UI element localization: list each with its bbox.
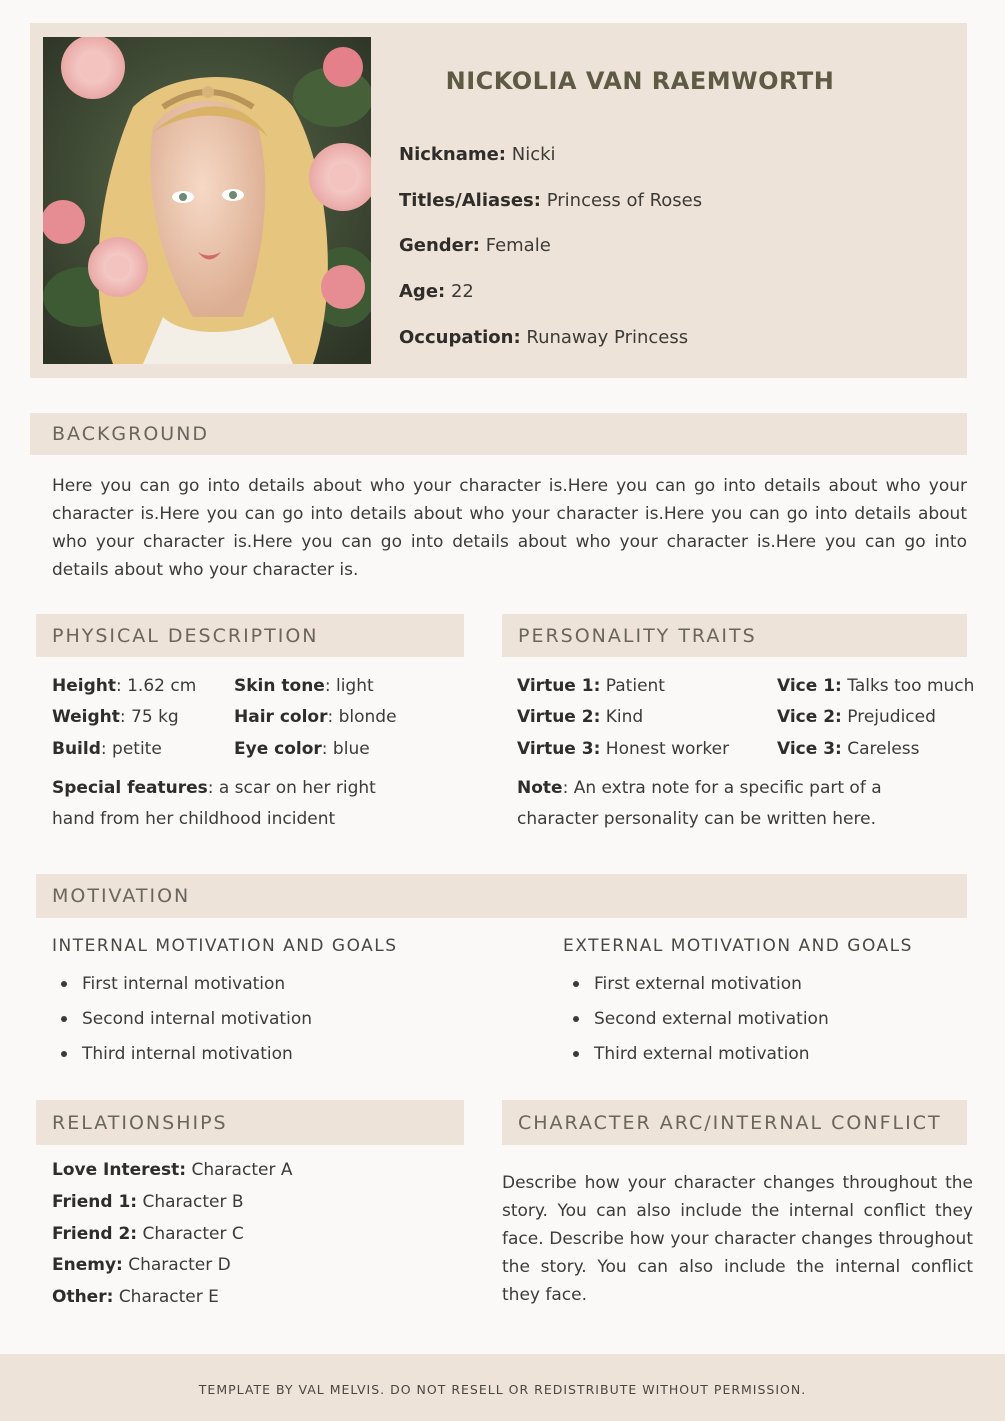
height-field	[52, 676, 196, 696]
bullet-dot-icon	[61, 981, 67, 987]
list-item	[82, 974, 285, 994]
background-heading-band	[30, 413, 967, 455]
vice-1-label: Vice 1:	[777, 676, 842, 696]
relationship-5-label: Other:	[52, 1287, 114, 1307]
vice-1-value: Talks too much	[847, 676, 975, 696]
height-label: Height	[52, 676, 116, 696]
eye-color-value: : blue	[321, 739, 370, 759]
build-field	[52, 739, 162, 759]
relationship-3	[52, 1224, 244, 1244]
nickname-field	[399, 144, 556, 165]
list-item	[594, 1044, 810, 1064]
vice-2-value: Prejudiced	[847, 707, 936, 727]
height-value: : 1.62 cm	[115, 676, 197, 696]
internal-motivation-heading: INTERNAL MOTIVATION AND GOALS	[52, 936, 398, 956]
gender-field	[399, 235, 551, 256]
internal-motivation-3: Third internal motivation	[82, 1044, 293, 1064]
note-line2: character personality can be written here.	[517, 809, 876, 829]
bullet-dot-icon	[573, 1016, 579, 1022]
relationship-1-value: Character A	[191, 1160, 293, 1180]
relationship-2-label: Friend 1:	[52, 1192, 138, 1212]
nickname-label: Nickname:	[399, 144, 506, 165]
relationship-3-label: Friend 2:	[52, 1224, 138, 1244]
relationship-3-value: Character C	[142, 1224, 244, 1244]
relationships-heading: RELATIONSHIPS	[52, 1111, 228, 1134]
relationship-2	[52, 1192, 244, 1212]
virtue-3-value: Honest worker	[605, 739, 730, 759]
gender-label: Gender:	[399, 235, 480, 256]
vice-3	[777, 739, 920, 759]
skin-tone-value: : light	[324, 676, 374, 696]
eye-color-label: Eye color	[234, 739, 322, 759]
vice-2	[777, 707, 936, 727]
motivation-heading: MOTIVATION	[52, 885, 191, 907]
profile-header	[30, 23, 967, 378]
footer	[0, 1354, 1005, 1421]
virtue-1	[517, 676, 665, 696]
virtue-2-label: Virtue 2:	[517, 707, 601, 727]
vice-2-label: Vice 2:	[777, 707, 842, 727]
relationship-2-value: Character B	[142, 1192, 244, 1212]
list-item	[594, 974, 802, 994]
hair-color-field	[234, 707, 397, 727]
nickname-value: Nicki	[511, 144, 556, 165]
vice-3-label: Vice 3:	[777, 739, 842, 759]
relationships-heading-band	[36, 1100, 464, 1145]
note-field	[517, 778, 882, 798]
internal-motivation-1: First internal motivation	[82, 974, 286, 994]
personality-heading-band	[502, 614, 967, 657]
special-features-label: Special features	[52, 778, 208, 798]
occupation-value: Runaway Princess	[526, 327, 689, 348]
relationship-1	[52, 1160, 292, 1180]
vice-1	[777, 676, 974, 696]
virtue-1-label: Virtue 1:	[517, 676, 601, 696]
arc-heading: CHARACTER ARC/INTERNAL CONFLICT	[518, 1111, 942, 1134]
external-motivation-2: Second external motivation	[594, 1009, 829, 1029]
background-heading: BACKGROUND	[52, 423, 210, 445]
virtue-3	[517, 739, 729, 759]
weight-label: Weight	[52, 707, 120, 727]
arc-heading-band	[502, 1100, 967, 1145]
background-text: Here you can go into details about who your character is.Here you can go into details about who your character is.Here you can go into details about who your character is.Here you can go into details about who your character is.Here you can go into details about who your character is.Here you can go into details about who your character is.	[52, 476, 967, 580]
personality-heading: PERSONALITY TRAITS	[518, 624, 757, 647]
build-label: Build	[52, 739, 101, 759]
virtue-3-label: Virtue 3:	[517, 739, 601, 759]
age-field	[399, 281, 474, 302]
eye-color-field	[234, 739, 370, 759]
list-item	[594, 1009, 829, 1029]
weight-field	[52, 707, 179, 727]
virtue-2-value: Kind	[605, 707, 644, 727]
list-item	[82, 1009, 312, 1029]
age-label: Age:	[399, 281, 446, 302]
relationship-4-value: Character D	[128, 1255, 231, 1275]
skin-tone-label: Skin tone	[234, 676, 325, 696]
occupation-field	[399, 327, 688, 348]
vice-3-value: Careless	[847, 739, 920, 759]
hair-color-value: : blonde	[327, 707, 397, 727]
special-features-line1: : a scar on her right	[207, 778, 376, 798]
relationship-5	[52, 1287, 219, 1307]
motivation-heading-band	[36, 874, 967, 918]
titles-field	[399, 190, 702, 211]
hair-color-label: Hair color	[234, 707, 328, 727]
note-label: Note	[517, 778, 563, 798]
external-motivation-1: First external motivation	[594, 974, 802, 994]
note-line1: : An extra note for a specific part of a	[562, 778, 882, 798]
bullet-dot-icon	[573, 981, 579, 987]
special-features-line2: hand from her childhood incident	[52, 809, 336, 829]
relationship-5-value: Character E	[118, 1287, 219, 1307]
titles-label: Titles/Aliases:	[399, 190, 541, 211]
special-features-field	[52, 778, 376, 798]
physical-heading-band	[36, 614, 464, 657]
relationship-1-label: Love Interest:	[52, 1160, 187, 1180]
gender-value: Female	[485, 235, 551, 256]
character-portrait	[43, 37, 371, 364]
occupation-label: Occupation:	[399, 327, 521, 348]
titles-value: Princess of Roses	[546, 190, 703, 211]
character-name: NICKOLIA VAN RAEMWORTH	[445, 67, 835, 95]
bullet-dot-icon	[61, 1016, 67, 1022]
weight-value: : 75 kg	[119, 707, 179, 727]
relationship-4	[52, 1255, 231, 1275]
virtue-1-value: Patient	[605, 676, 665, 696]
list-item	[82, 1044, 293, 1064]
virtue-2	[517, 707, 643, 727]
physical-heading: PHYSICAL DESCRIPTION	[52, 624, 319, 647]
relationship-4-label: Enemy:	[52, 1255, 123, 1275]
skin-tone-field	[234, 676, 374, 696]
external-motivation-heading: EXTERNAL MOTIVATION AND GOALS	[563, 936, 913, 956]
bullet-dot-icon	[573, 1051, 579, 1057]
age-value: 22	[450, 281, 474, 302]
internal-motivation-2: Second internal motivation	[82, 1009, 312, 1029]
arc-text: Describe how your character changes throughout the story. You can also include the internal conflict they face. Describe how your character changes throughout the story. You can also include the internal conflict they face.	[502, 1173, 973, 1305]
bullet-dot-icon	[61, 1051, 67, 1057]
build-value: : petite	[100, 739, 162, 759]
external-motivation-3: Third external motivation	[594, 1044, 810, 1064]
footer-text: TEMPLATE BY VAL MELVIS. DO NOT RESELL OR REDISTRIBUTE WITHOUT PERMISSION.	[198, 1382, 807, 1397]
